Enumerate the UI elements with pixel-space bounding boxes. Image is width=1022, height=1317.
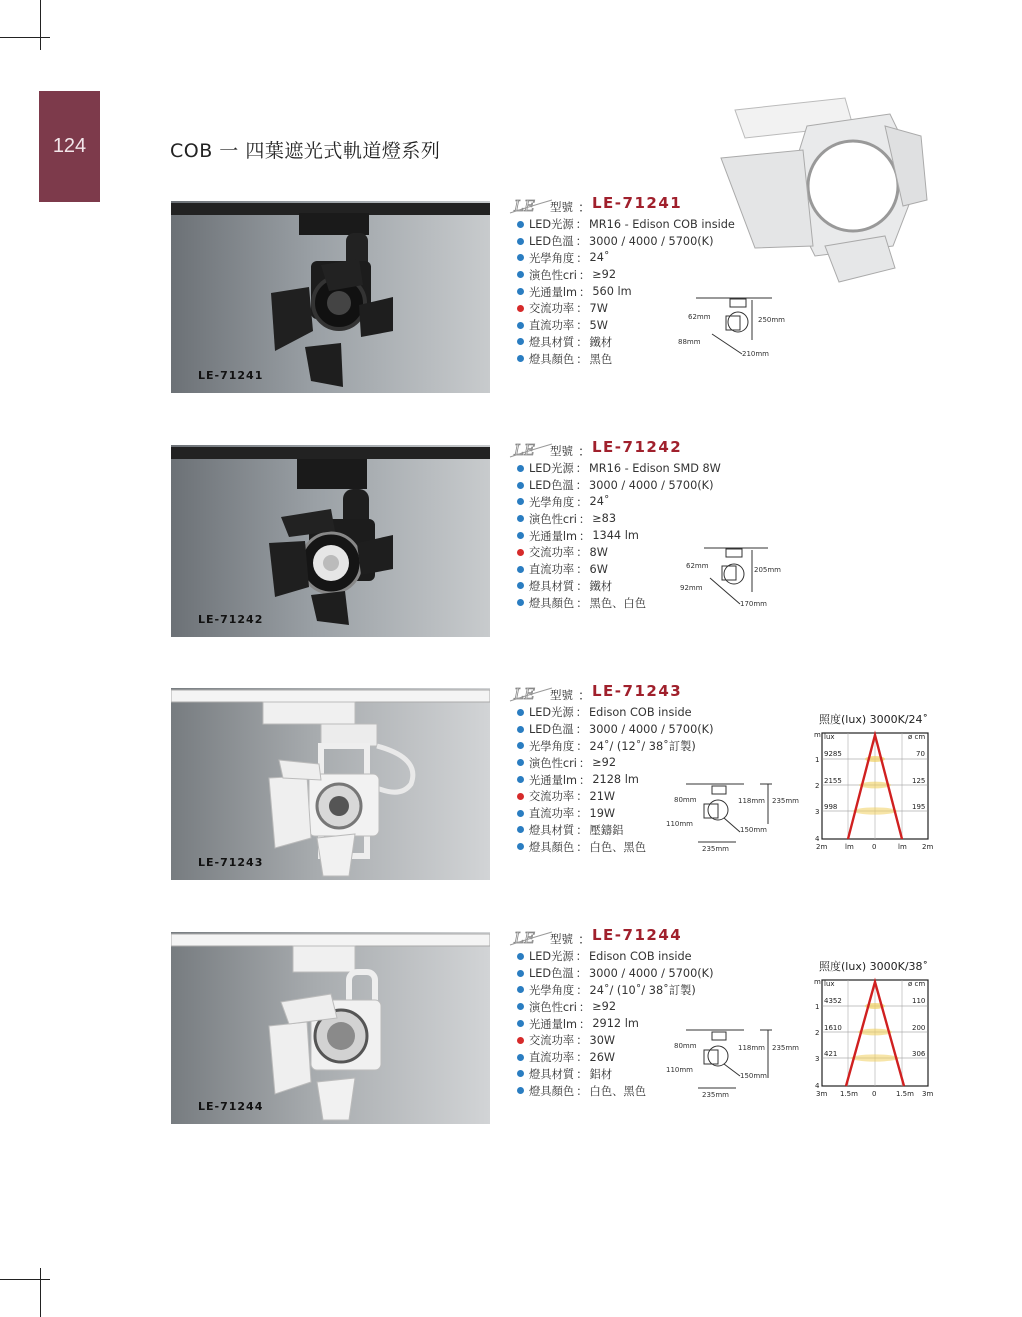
spec-row-cct: LED色溫 ： 3000 / 4000 / 5700(K) [508,233,778,250]
svg-text:62mm: 62mm [688,313,711,321]
svg-text:421: 421 [824,1050,838,1058]
bullet-icon [517,322,524,329]
spec-row-source: LED光源 ： MR16 - Edison COB inside [508,216,778,233]
photo-label: LE-71243 [198,856,264,869]
spec-row-material: 燈具材質 ： 鐵材 [508,334,778,351]
crop-mark [0,37,50,38]
spec-row-angle: 光學角度 ： 24˚/ (10˚/ 38˚訂製) [508,982,778,999]
bullet-icon [517,793,524,800]
spec-row-ac: 交流功率 ： 21W [508,788,778,805]
svg-text:88mm: 88mm [678,338,701,346]
svg-text:62mm: 62mm [686,562,709,570]
spec-row-material: 燈具材質 ： 鋁材 [508,1066,778,1083]
spec-row-ac: 交流功率 ： 7W [508,300,778,317]
svg-text:0: 0 [872,1090,877,1098]
svg-text:2m: 2m [922,843,934,851]
crop-mark [0,1279,50,1280]
spec-row-source: LED光源 ： MR16 - Edison SMD 8W [508,460,778,477]
bullet-icon [517,776,524,783]
spec-row-material: 燈具材質 ： 壓鑄鋁 [508,822,778,839]
svg-text:LE: LE [514,685,535,703]
spec-row-dc: 直流功率 ： 26W [508,1049,778,1066]
dimension-drawing-71241 [672,294,792,364]
spec-row-flux: 光通量lm ： 2128 lm [508,771,778,788]
bullet-icon [517,826,524,833]
bullet-icon [517,498,524,505]
bullet-icon [517,582,524,589]
spec-row-cct: LED色溫 ： 3000 / 4000 / 5700(K) [508,477,778,494]
svg-text:LE: LE [514,441,535,459]
lux-chart-title: 照度(lux) 3000K/24˚ [819,713,929,726]
svg-text:m: m [814,731,821,739]
spec-row-color: 燈具顏色 ： 白色、黑色 [508,1082,778,1099]
svg-text:210mm: 210mm [742,350,769,358]
product-photo-71243 [171,688,490,880]
svg-text:4352: 4352 [824,997,842,1005]
track-light-icon [171,201,490,393]
bullet-icon [517,1003,524,1010]
svg-text:235mm: 235mm [772,797,799,805]
spec-row-ac: 交流功率 ： 8W [508,544,778,561]
spec-row-flux: 光通量lm ： 1344 lm [508,527,778,544]
svg-text:998: 998 [824,803,838,811]
product-photo-71244 [171,932,490,1124]
product-photo-71242 [171,445,490,637]
svg-text:LE: LE [514,197,535,215]
bullet-icon [517,726,524,733]
spec-row-cri: 演色性cri ： ≥92 [508,754,778,771]
svg-text:150mm: 150mm [740,1072,767,1080]
svg-text:2155: 2155 [824,777,842,785]
svg-text:lm: lm [898,843,907,851]
spec-row-cct: LED色溫 ： 3000 / 4000 / 5700(K) [508,965,778,982]
spec-row-material: 燈具材質 ： 鐵材 [508,578,778,595]
svg-text:ø cm: ø cm [908,980,926,988]
svg-text:1.5m: 1.5m [840,1090,858,1098]
model-line [508,438,778,460]
bullet-icon [517,482,524,489]
page-title: COB 一 四葉遮光式軌道燈系列 [170,140,441,162]
crop-mark [40,1268,41,1317]
bullet-icon [517,288,524,295]
spec-row-cri: 演色性cri ： ≥92 [508,998,778,1015]
track-light-icon [171,445,490,637]
bullet-icon [517,1037,524,1044]
spec-row-color: 燈具顏色 ： 黑色、白色 [508,594,778,611]
svg-text:4: 4 [815,1082,820,1090]
spec-row-angle: 光學角度 ： 24˚ [508,494,778,511]
bullet-icon [517,271,524,278]
svg-text:m: m [814,978,821,986]
svg-text:110mm: 110mm [666,820,693,828]
svg-text:1: 1 [815,1003,820,1011]
model-number: LE-71243 [592,682,683,700]
lux-chart-71244 [812,974,936,1102]
page-number: 124 [52,135,87,157]
svg-text:306: 306 [912,1050,926,1058]
svg-text:LE: LE [514,929,535,947]
svg-text:3: 3 [815,808,820,816]
crop-mark [40,0,41,50]
svg-text:235mm: 235mm [702,845,729,853]
lux-chart-title: 照度(lux) 3000K/38˚ [819,960,929,973]
svg-text:250mm: 250mm [758,316,785,324]
bullet-icon [517,355,524,362]
bullet-icon [517,1020,524,1027]
svg-text:4: 4 [815,835,820,843]
svg-text:70: 70 [916,750,925,758]
model-sep: ： [578,445,592,460]
dimension-drawing-71242 [676,542,796,612]
dimension-drawing-71243 [664,778,804,854]
svg-text:1610: 1610 [824,1024,842,1032]
bullet-icon [517,254,524,261]
bullet-icon [517,709,524,716]
bullet-icon [517,549,524,556]
bullet-icon [517,465,524,472]
svg-text:118mm: 118mm [738,1044,765,1052]
bullet-icon [517,1070,524,1077]
track-light-icon [171,932,490,1124]
svg-text:1.5m: 1.5m [896,1090,914,1098]
bullet-icon [517,953,524,960]
spec-row-dc: 直流功率 ： 19W [508,805,778,822]
svg-text:118mm: 118mm [738,797,765,805]
bullet-icon [517,1087,524,1094]
page-number-tab [39,91,100,202]
svg-text:200: 200 [912,1024,926,1032]
svg-text:150mm: 150mm [740,826,767,834]
bullet-icon [517,532,524,539]
bullet-icon [517,599,524,606]
spec-row-cri: 演色性cri ： ≥92 [508,266,778,283]
bullet-icon [517,221,524,228]
bullet-icon [517,338,524,345]
spec-row-ac: 交流功率 ： 30W [508,1032,778,1049]
spec-row-angle: 光學角度 ： 24˚/ (12˚/ 38˚訂製) [508,738,778,755]
model-line [508,194,778,216]
model-number: LE-71244 [592,926,683,944]
model-number: LE-71241 [592,194,683,212]
spec-row-flux: 光通量lm ： 560 lm [508,283,778,300]
svg-text:0: 0 [872,843,877,851]
photo-label: LE-71244 [198,1100,264,1113]
svg-text:2m: 2m [816,843,828,851]
track-light-icon [171,688,490,880]
spec-row-cri: 演色性cri ： ≥83 [508,510,778,527]
model-number: LE-71242 [592,438,683,456]
spec-row-angle: 光學角度 ： 24˚ [508,250,778,267]
svg-text:3: 3 [815,1055,820,1063]
svg-text:170mm: 170mm [740,600,767,608]
svg-text:lux: lux [824,733,835,741]
model-line [508,926,778,948]
bullet-icon [517,986,524,993]
spec-row-color: 燈具顏色 ： 白色、黑色 [508,838,778,855]
svg-text:80mm: 80mm [674,1042,697,1050]
svg-text:195: 195 [912,803,926,811]
spec-row-dc: 直流功率 ： 5W [508,317,778,334]
spec-row-source: LED光源 ： Edison COB inside [508,704,778,721]
dimension-drawing-71244 [664,1024,804,1100]
svg-text:lux: lux [824,980,835,988]
svg-text:2: 2 [815,1029,820,1037]
bullet-icon [517,970,524,977]
bullet-icon [517,759,524,766]
photo-label: LE-71241 [198,369,264,382]
spec-row-flux: 光通量lm ： 2912 lm [508,1015,778,1032]
bullet-icon [517,515,524,522]
model-sep: ： [578,933,592,948]
svg-text:110: 110 [912,997,926,1005]
model-key: 型號 [550,200,573,214]
svg-text:92mm: 92mm [680,584,703,592]
model-sep: ： [578,201,592,216]
svg-text:110mm: 110mm [666,1066,693,1074]
svg-text:125: 125 [912,777,926,785]
bullet-icon [517,305,524,312]
bullet-icon [517,742,524,749]
svg-text:80mm: 80mm [674,796,697,804]
lux-chart-71243 [812,727,936,855]
bullet-icon [517,843,524,850]
svg-text:205mm: 205mm [754,566,781,574]
model-key: 型號 [550,932,573,946]
svg-text:3m: 3m [816,1090,828,1098]
model-key: 型號 [550,688,573,702]
svg-text:9285: 9285 [824,750,842,758]
model-key: 型號 [550,444,573,458]
product-photo-71241 [171,201,490,393]
spec-row-dc: 直流功率 ： 6W [508,561,778,578]
bullet-icon [517,238,524,245]
spec-row-source: LED光源 ： Edison COB inside [508,948,778,965]
bullet-icon [517,1054,524,1061]
spec-row-color: 燈具顏色 ： 黑色 [508,350,778,367]
svg-text:lm: lm [845,843,854,851]
svg-text:2: 2 [815,782,820,790]
bullet-icon [517,566,524,573]
svg-text:1: 1 [815,756,820,764]
svg-text:ø cm: ø cm [908,733,926,741]
model-sep: ： [578,689,592,704]
spec-row-cct: LED色溫 ： 3000 / 4000 / 5700(K) [508,721,778,738]
svg-text:3m: 3m [922,1090,934,1098]
svg-text:235mm: 235mm [772,1044,799,1052]
model-line [508,682,778,704]
bullet-icon [517,810,524,817]
photo-label: LE-71242 [198,613,264,626]
svg-text:235mm: 235mm [702,1091,729,1099]
